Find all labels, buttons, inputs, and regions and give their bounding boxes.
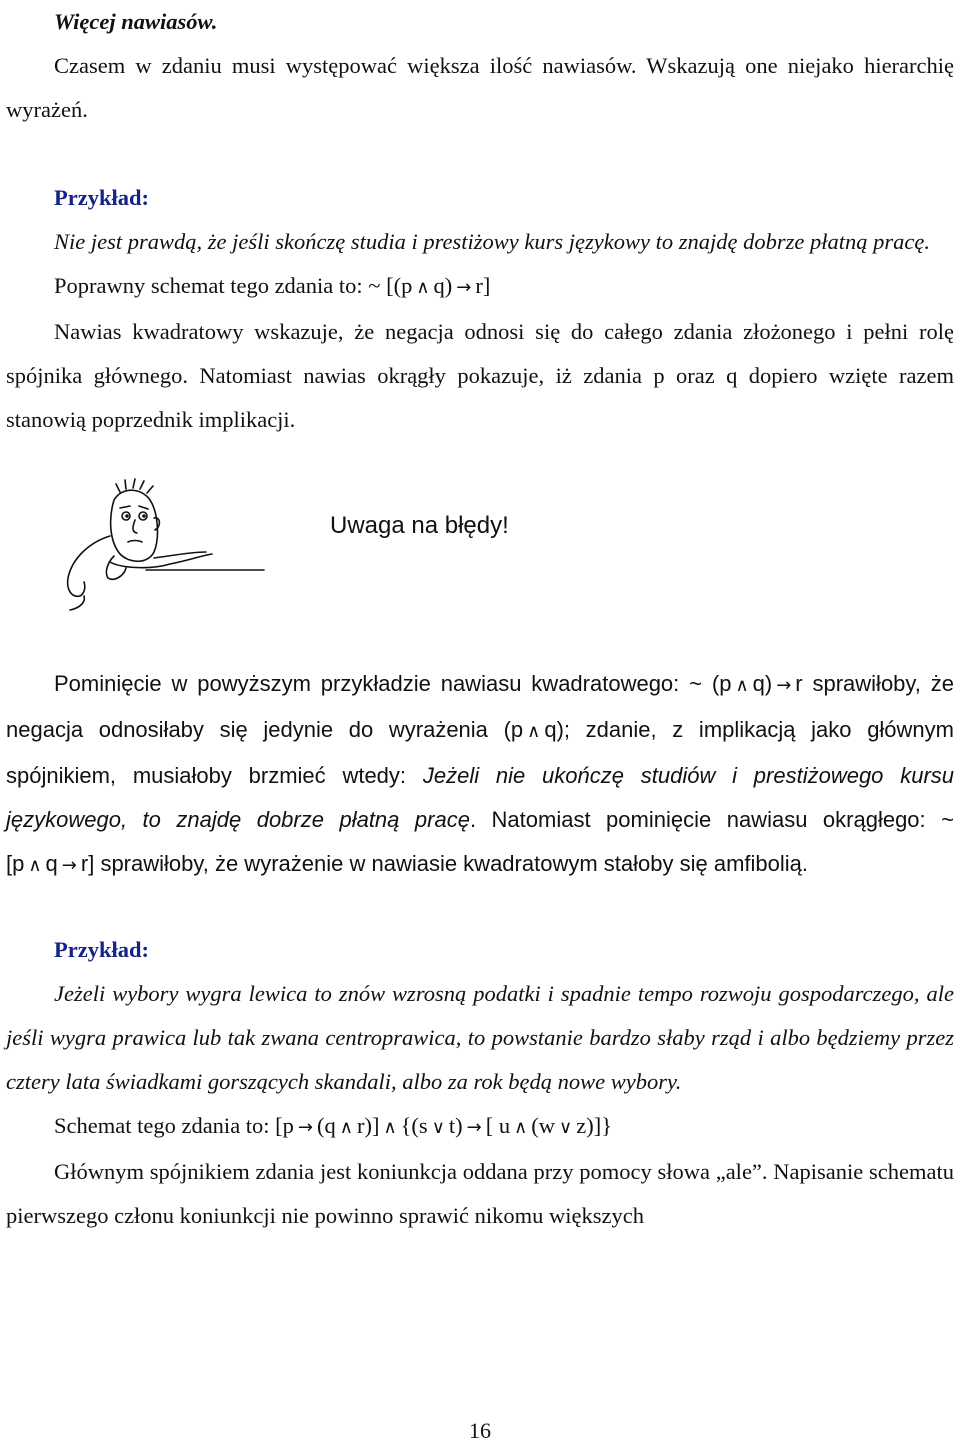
document-page	[6, 0, 954, 1238]
conclusion-paragraph: Głównym spójnikiem zdania jest koniunkcja oddana przy pomocy słowa „ale”. Napisanie schematu pierwszego członu koniunkcji nie powinno sprawić nikomu większych	[6, 1159, 954, 1228]
intro-paragraph: Czasem w zdaniu musi występować większa ilość nawiasów. Wskazują one niejako hierarchię wyrażeń.	[6, 53, 954, 122]
example-label-2: Przykład:	[54, 937, 149, 962]
example-label-1: Przykład:	[54, 185, 149, 210]
thinking-man-icon	[50, 472, 270, 622]
warning-label: Uwaga na błędy!	[330, 512, 509, 539]
italic-example: Jeżeli nie ukończę studiów i prestiżowego kursu językowego, to znajdę dobrze płatną pracę	[6, 763, 954, 832]
example-sentence-2: Jeżeli wybory wygra lewica to znów wzrosną podatki i spadnie tempo rozwoju gospodarczego, ale jeśli wygra prawica lub tak zwana centroprawica, to powstanie bardzo słaby rząd i albo będziemy przez cztery lata świadkami gorszących skandali, albo za rok będą nowe wybory.	[6, 981, 954, 1094]
section-title: Więcej nawiasów.	[54, 9, 218, 34]
implies-operator: →	[456, 277, 472, 298]
example-sentence-1: Nie jest prawdą, że jeśli skończę studia i prestiżowy kurs językowy to znajdę dobrze płatną pracę.	[54, 229, 930, 254]
explanation-paragraph: Nawias kwadratowy wskazuje, że negacja odnosi się do całego zdania złożonego i pełni rolę spójnika głównego. Natomiast nawias okrągły pokazuje, iż zdania p oraz q dopiero wzięte razem stanowią poprzednik implikacji.	[6, 319, 954, 432]
errors-paragraph: Pominięcie w powyższym przykładzie nawiasu kwadratowego: ~ (p ∧ q) → r sprawiłoby, że negacja odnosiłaby się jedynie do wyrażenia (p ∧ q); zdanie, z implikacją jako głównym spójnikiem, musiałoby brzmieć wtedy: Jeżeli nie ukończę studiów i prestiżowego kursu językowego, to znajdę dobrze płatną pracę. Natomiast pominięcie nawiasu okrągłego: ~ [p ∧ q → r] sprawiłoby, że wyrażenie w nawiasie kwadratowym stałoby się amfibolią.	[6, 671, 954, 876]
schema-line-1: Poprawny schemat tego zdania to: ~ [(p ∧ q) → r]	[54, 273, 491, 298]
warning-block	[6, 472, 954, 662]
page-number: 16	[469, 1418, 491, 1443]
schema-line-2: Schemat tego zdania to: [p → (q ∧ r)] ∧ {(s ∨ t) → [ u ∧ (w ∨ z)]}	[54, 1113, 612, 1138]
and-operator: ∧	[416, 277, 430, 298]
